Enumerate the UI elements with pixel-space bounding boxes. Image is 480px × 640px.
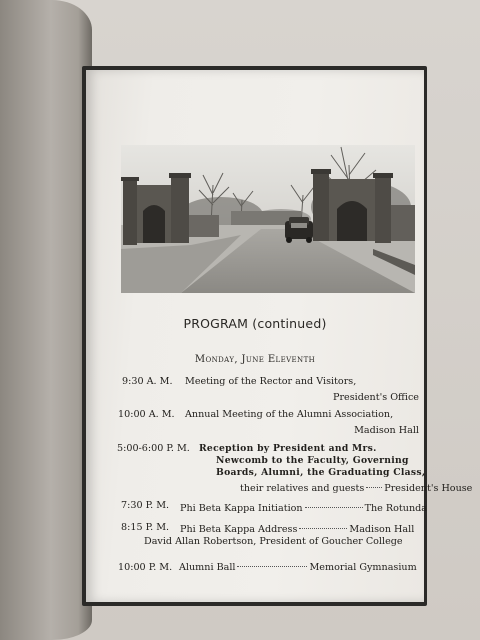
event-description: their relatives and guests: [240, 483, 365, 494]
event-time: 10:00 P. M.: [118, 562, 173, 573]
event-description: Phi Beta Kappa Address: [180, 524, 298, 535]
event-description: Newcomb to the Faculty, Governing: [216, 455, 409, 466]
event-time: 7:30 P. M.: [121, 500, 170, 511]
event-time: 5:00-6:00 P. M.: [117, 443, 190, 454]
event-description: Boards, Alumni, the Graduating Class,: [216, 467, 426, 478]
dot-leader: [366, 487, 382, 488]
event-description: Alumni Ball: [179, 562, 236, 573]
event-place: Madison Hall: [354, 425, 419, 436]
event-description: Reception by President and Mrs.: [199, 443, 377, 454]
event-description-row: [180, 524, 414, 536]
facing-page-edge: [0, 0, 92, 640]
event-description: Annual Meeting of the Alumni Association,: [185, 409, 394, 420]
event-time: 10:00 A. M.: [118, 409, 175, 420]
event-description-row: [180, 503, 427, 515]
dot-leader: [305, 507, 363, 508]
event-time: 8:15 P. M.: [121, 522, 170, 533]
dot-leader: [299, 528, 347, 529]
event-speaker: David Allan Robertson, President of Goucher College: [144, 536, 403, 547]
event-description-row: [179, 562, 417, 574]
event-place: The Rotunda: [364, 503, 427, 514]
dot-leader: [237, 566, 307, 567]
event-time: 9:30 A. M.: [122, 376, 173, 387]
event-place: Memorial Gymnasium: [309, 562, 417, 573]
event-place: Madison Hall: [349, 524, 415, 535]
program-heading: PROGRAM (continued): [183, 316, 327, 331]
event-place: President's Office: [333, 392, 419, 403]
event-description: Meeting of the Rector and Visitors,: [185, 376, 357, 387]
campus-gate-photo: [121, 145, 415, 293]
event-description: Phi Beta Kappa Initiation: [180, 503, 303, 514]
day-heading: Monday, June Eleventh: [194, 354, 316, 365]
event-description-row: [240, 483, 472, 495]
event-place: President's House: [384, 483, 473, 494]
